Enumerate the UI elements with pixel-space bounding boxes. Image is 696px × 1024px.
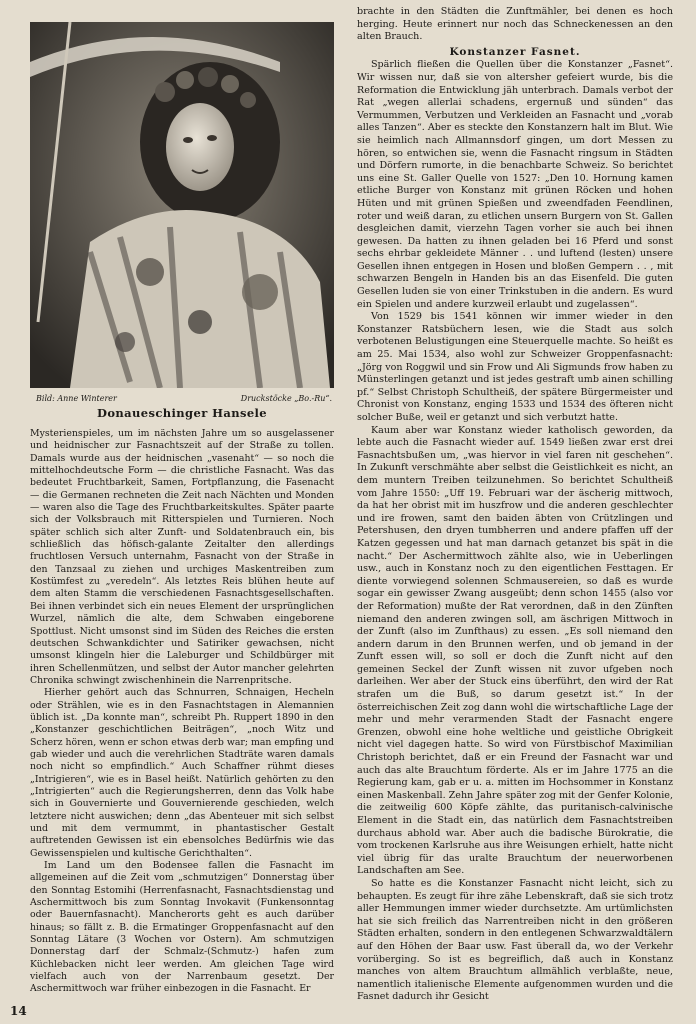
- masked-figure-illustration: [30, 22, 334, 388]
- photo-credits: [36, 394, 332, 403]
- photo-donaueschinger-hansele: [30, 22, 334, 388]
- left-text-column: [30, 428, 334, 996]
- right-paragraph: Spärlich fließen die Quellen über die Konstanzer „Fasnet“. Wir wissen nur, daß sie von altersher gefeiert wurde, bis die Reformation die Entwicklung jäh unterbrach. Damals verbot der Rat „wegen allerlai schadens, ergernuß und sünden“ das Vermummen, Verbutzen und Verkleiden an Fasnacht und „vorab alles Tanzen“. Aber es steckte den Konstanzern halt im Blut. Wie sie heimlich nach Allmannsdorf gingen, um dort Messen zu hören, so entwichen sie, wenn die Fasnacht ringsum in Städten und Dörfern rumorte, in die benachbarte Schweiz. So berichtet uns eine St. Galler Quelle von 1527: „Den 10. Hornung kamen etliche Burger von Konstanz mit grünen Röcken und hohen Hüten und mit grünen Spießen und zweendfaden Feendlinen, roter und weiß daran, zu etlichen unsern Burgern von St. Gallen desgleichen damit, vierzehn Tagen vorher sie auch bei ihnen gewesen. Da hatten zu ihnen geladen bei 16 Pferd und sonst sechs ehrbar gekleidete Männer . . und luftend (lesten) unsere Gesellen ihnen entgegen in Hosen und bloßen Gempern . . , mit schwarzen Bengeln in Handen bis an das Eisenfeld. Die guten Gesellen luden sie von einer Trinkstuben in die andern. Es wurd ein Spielen und andere kurzweil erlaubt und zugelassen“.: [357, 59, 673, 310]
- photo-caption: Donaueschinger Hansele: [96, 406, 268, 420]
- photo-credit-left: Bild: Anne Winterer: [36, 394, 117, 403]
- right-intro-paragraph: brachte in den Städten die Zunftmähler, bei denen es hoch herging. Heute erinnert nur noch das Schneckenessen an den alten Brauch.: [357, 6, 673, 43]
- right-paragraph: So hatte es die Konstanzer Fasnacht nicht leicht, sich zu behaupten. Es zeugt für ihre zähe Lebenskraft, daß sie sich trotz aller Hemmungen immer wieder durchsetzte. Am urtümlichsten hat sie sich freilich das Narrentreiben nicht in den größeren Städten erhalten, sondern in den entlegenen Schwarzwaldtälern auf den Höhen der Baar usw. Fast überall da, wo der Verkehr vorüberging. So ist es begreiflich, daß auch in Konstanz manches von altem Brauchtum allmählich verblaßte, neue, namentlich italienische Elemente aufgenommen wurden und die Fasnet dadurch ihr Gesicht: [357, 877, 673, 1003]
- section-heading: Konstanzer Fasnet.: [449, 45, 581, 58]
- right-text-column: [357, 6, 673, 1004]
- page-number: 14: [10, 1004, 27, 1018]
- left-paragraph: Im Land um den Bodensee fallen die Fasnacht im allgemeinen auf die Zeit vom „schmutzigen“ Donnerstag über den Sonntag Estomihi (Herrenfasnacht, Fasnachtsdienstag und Aschermittwoch bis zum Sonntag Invokavit (Funkensonntag oder Bauernfasnacht). Mancherorts geht es auch darüber hinaus; so fällt z. B. die Ermatinger Groppenfasnacht auf den Sonntag Lätare (3 Wochen vor Ostern). Am schmutzigen Donnerstag darf der Schmalz-(Schmutz-) hafen zum Küchlebacken nicht leer werden. Am gleichen Tage wird vielfach auch von der Narrenbaum gesetzt. Der Aschermittwoch war früher einbezogen in die Fasnacht. Er: [30, 860, 334, 995]
- right-paragraph: Kaum aber war Konstanz wieder katholisch geworden, da lebte auch die Fasnacht wieder auf. 1549 ließen zwar erst drei Fasnachtsbußen um, „was hiervor in viel faren nit geschehen“. In Zukunft verschmähte aber selbst die Geistlichkeit es nicht, an dem muntern Treiben teilzunehmen. So berichtet Schultheiß vom Jahre 1550: „Uff 19. Februari war der äscherig mittwoch, da hat her obrist mit im huszfrow und die anderen geschlechter und ire frowen, samt den baiden äbten von Crützlingen und Petershusen, den dryen tumbherren und andere pfaffen uff der Katzen gegessen und hat man darnach getanzet bis spät in die nacht.“ Der Aschermittwoch zählte also, wie in Ueberlingen usw., auch in Konstanz noch zu den eigentlichen Festtagen. Er diente vorwiegend solennen Schmausereien, so daß es wurde sogar ein gewisser Zwang ausgeübt; denn schon 1455 (also vor der Reformation) mußte der Rat verordnen, daß in den Zünften niemand den anderen zwingen soll, am äschrigen Mittwoch in der Zunft (also im Zunfthaus) zu essen. „Es soll niemand den andern darum in den Brunnen werfen, und ob jemand in der Zunft essen will, so soll er doch die Zunft nicht auf den gemeinen Seckel der Zunft wissen nit zuvor ufgeben noch darleihen. Wer aber der Stuck eins überführt, den wird der Rat strafen um die Buß, so darum gesetzt ist.“ In der österreichischen Zeit zog dann wohl die wirtschaftliche Lage der mehr und mehr verarmenden Stadt der Fasnacht engere Grenzen, obwohl eine hohe weltliche und geistliche Obrigkeit nicht viel dagegen hatte. So wird von Fürstbischof Maximilian Christoph berichtet, daß er ein Freund der Fasnacht war und auch das alte Brauchtum förderte. Als er im Jahre 1775 an die Regierung kam, gab er u. a. mitten im Hochsommer in Konstanz einen Maskenball. Zehn Jahre später zog mit der Genfer Kolonie, die zeitweilig 600 Köpfe zählte, das puritanisch-calvinische Element in die Stadt ein, das natürlich dem Fasnachtstreiben durchaus abhold war. Aber auch die badische Bürokratie, die vom trockenen Karlsruhe aus ihre Weisungen erhielt, hatte nicht viel übrig für das uralte Brauchtum der neuerworbenen Landschaften am See.: [357, 424, 673, 877]
- photo-credit-right: Druckstöcke „Bo.-Ru“.: [240, 394, 332, 403]
- left-paragraph: Hierher gehört auch das Schnurren, Schnaigen, Hecheln oder Strählen, wie es in den Fasnachtstagen in Alemannien üblich ist. „Da konnte man“, schreibt Ph. Ruppert 1890 in den „Konstanzer geschichtlichen Beiträgen“, „noch Witz und Scherz hören, wenn er schon etwas derb war; man empfing und gab wieder und auch die verehrlichen Stadträte waren damals noch nicht so empfindlich.“ Auch Schaffner rühmt dieses „Intrigieren“, wie es in Basel heißt. Natürlich gehörten zu den „Intrigierten“ auch die Regierungsherren, denn das Volk habe sich in Gouvernierte und Gouvernierende geschieden, welch letztere nicht auswichen; denn „das Abenteuer mit sich selbst und mit dem vermummt, in phantastischer Gestalt auftretenden Gewissen ist ein ebensolches Bedürfnis wie das Gewissenspielen und kultische Gerichthalten“.: [30, 687, 335, 859]
- left-paragraph: Mysterienspieles, um im nächsten Jahre um so ausgelassener und heidnischer zur Fasnachtszeit auf der Straße zu tollen. Damals wurde aus der heidnischen „vasenaht“ — so noch die mittelhochdeutsche Form — die christliche Fasnacht. Was das bedeutet Fruchtbarkeit, Samen, Fortpflanzung, die Fasenacht — die Germanen rechneten die Zeit nach Nächten und Monden — waren also die Tage des Fruchtbarkeitskultes. Später paarte sich der Volksbrauch mit Ritterspielen und Turnieren. Noch später schlich sich alter Zunft- und Soldatenbrauch ein, bis schließlich das höfisch-galante Zeitalter den allerdings fruchtlosen Versuch unternahm, Fasnacht von der Straße in den Tanzsaal zu ziehen und urchiges Maskentreiben zum Kostümfest zu „veredeln“. Als letztes Reis blühen heute auf dem alten Stamm die verschiedenen Fasnachtsgesellschaften. Bei ihnen verbindet sich ein neues Element der ursprünglichen Wurzel, nämlich die alte, dem Schwaben eingeborene Spottlust. Nicht umsonst sind im Süden des Reiches die ersten deutschen Schwankdichter und Satiriker gewachsen, nicht umsonst klingeln hier die Laleburger und Schildbürger mit ihren Schellenmützen, und selbst der Autor mancher gelehrten Chronika schwingt zwischenhinein die Narrenpritsche.: [30, 428, 334, 686]
- right-paragraph: Von 1529 bis 1541 können wir immer wieder in den Konstanzer Ratsbüchern lesen, wie die Stadt aus solch verbotenen Belustigungen eine Steuerquelle machte. So heißt es am 25. Mai 1534, also wohl zur Schweizer Groppenfasnacht: „Jörg von Roggwil und sin Frow und Ali Sigmunds frow haben zu Münsterlingen getanzt und ist jedes gestraft umb ainen schilling pf.“ Selbst Christoph Schultheiß, der spätere Bürgermeister und Chronist von Konstanz, enging 1533 und 1534 des öfteren nicht solcher Buße, weil er getanzt und sich verbutzt hatte.: [357, 311, 673, 423]
